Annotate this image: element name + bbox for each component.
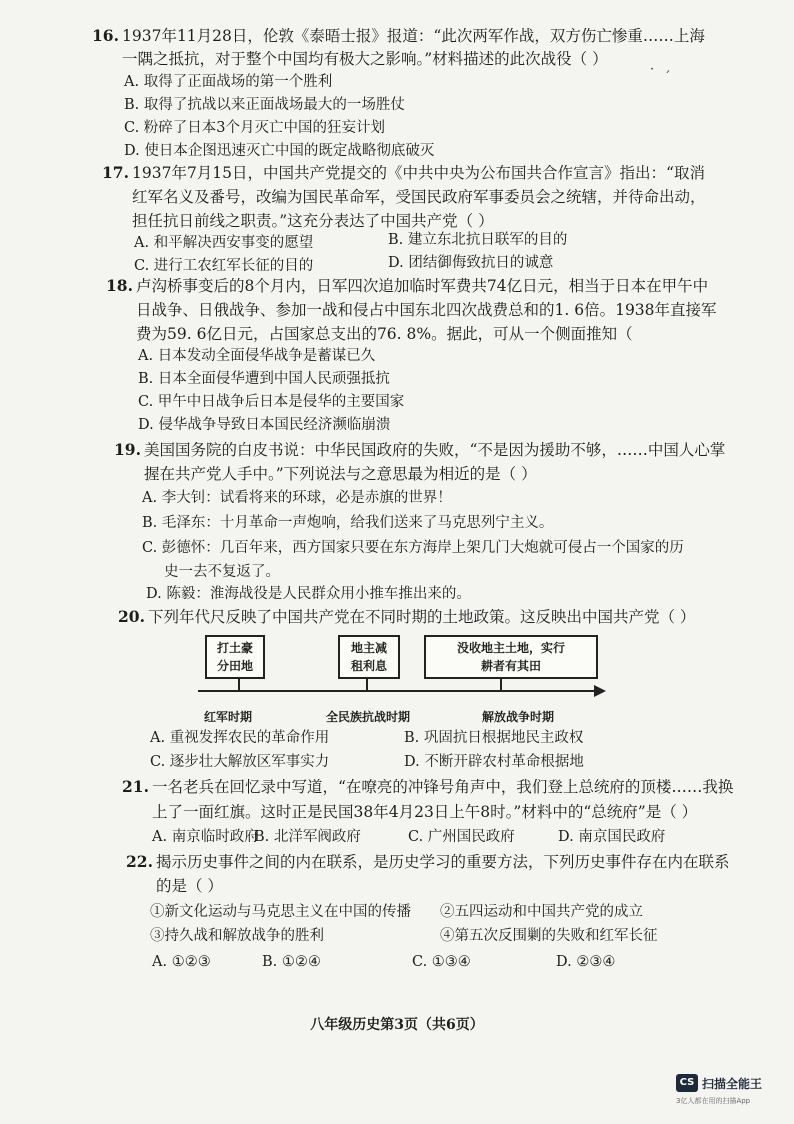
option-d: D. 使日本企图迅速灭亡中国的既定战略彻底破灭 (124, 143, 435, 159)
land-policy-timeline (180, 632, 620, 732)
question-number: 16. (92, 26, 119, 45)
option-a: A. 取得了正面战场的第一个胜利 (124, 74, 333, 90)
option-b: B. 北洋军阀政府 (254, 829, 361, 845)
question-stem: 美国国务院的白皮书说：中华民国政府的失败，“不是因为援助不够，……中国人心掌 (144, 441, 726, 459)
question-number: 20. (118, 607, 145, 626)
timeline-box-liberation-war: 没收地主土地，实行 耕者有其田 (424, 635, 598, 679)
option-b: B. 日本全面侵华遭到中国人民顽强抵抗 (138, 371, 390, 387)
scan-mark: ˊ (664, 70, 671, 85)
camscanner-logo-icon: CS (676, 1074, 698, 1092)
event-item-2: ②五四运动和中国共产党的成立 (440, 904, 643, 920)
option-c: C. 逐步壮大解放区军事实力 (150, 754, 330, 770)
question-stem: 红军名义及番号，改编为国民革命军，受国民政府军事委员会之统辖，并待命出动， (132, 188, 706, 206)
question-stem: 一名老兵在回忆录中写道，“在嘹亮的冲锋号角声中，我们登上总统府的顶楼……我换 (152, 778, 734, 796)
question-stem: 上了一面红旗。这时正是民国38年4月23日上午8时。”材料中的“总统府”是（ ） (152, 803, 698, 821)
option-c: C. 粉碎了日本3个月灭亡中国的狂妄计划 (124, 120, 386, 136)
option-d: D. 团结御侮致抗日的诚意 (388, 255, 554, 271)
question-stem: 一隅之抵抗，对于整个中国均有极大之影响。”材料描述的此次战役（ ） (122, 50, 608, 68)
camscanner-name: 扫描全能王 (702, 1077, 763, 1091)
option-d: D. 陈毅：淮海战役是人民群众用小推车推出来的。 (146, 586, 471, 602)
timeline-tick (238, 678, 240, 690)
option-d: D. 南京国民政府 (558, 829, 666, 845)
option-c-continued: 史一去不复返了。 (164, 564, 280, 580)
event-item-4: ④第五次反围剿的失败和红军长征 (440, 928, 658, 944)
option-a: A. 和平解决西安事变的愿望 (134, 235, 314, 251)
option-a: A. 李大钊：试看将来的环球，必是赤旗的世界！ (142, 490, 452, 506)
option-d: D. 侵华战争导致日本国民经济濒临崩溃 (138, 417, 391, 433)
question-number: 18. (106, 276, 133, 295)
question-stem: 握在共产党人手中。”下列说法与之意思最为相近的是（ ） (144, 465, 537, 483)
question-stem: 的是（ ） (156, 877, 223, 895)
option-c: C. ①③④ (412, 954, 471, 970)
question-stem: 费为59. 6亿日元，占国家总支出的76. 8%。据此，可从一个侧面推知（ (136, 325, 633, 343)
option-c: C. 彭德怀：几百年来，西方国家只要在东方海岸上架几门大炮就可侵占一个国家的历 (142, 540, 684, 556)
option-d: D. 不断开辟农村革命根据地 (404, 754, 584, 770)
question-stem: 担任抗日前线之职责。”这充分表达了中国共产党（ ） (132, 212, 494, 230)
timeline-period-label: 全民族抗战时期 (326, 710, 411, 724)
timeline-axis (198, 690, 598, 692)
option-b: B. 毛泽东：十月革命一声炮响，给我们送来了马克思列宁主义。 (142, 515, 554, 531)
option-c: C. 甲午中日战争后日本是侵华的主要国家 (138, 394, 405, 410)
option-a: A. 日本发动全面侵华战争是蓄谋已久 (138, 348, 376, 364)
event-item-1: ①新文化运动与马克思主义在中国的传播 (150, 904, 411, 920)
timeline-box-red-army: 打土豪 分田地 (205, 635, 265, 679)
option-d: D. ②③④ (556, 954, 616, 970)
option-b: B. ①②④ (262, 954, 321, 970)
question-number: 22. (126, 852, 153, 871)
question-stem: 卢沟桥事变后的8个月内，日军四次追加临时军费共74亿日元，相当于日本在甲午中 (136, 277, 709, 295)
timeline-period-label: 红军时期 (204, 710, 253, 724)
timeline-arrow-icon (594, 685, 606, 697)
question-number: 19. (114, 440, 141, 459)
option-b: B. 取得了抗战以来正面战场最大的一场胜仗 (124, 97, 405, 113)
timeline-tick (500, 678, 502, 690)
scan-mark: · (650, 62, 655, 77)
option-a: A. ①②③ (152, 954, 211, 970)
option-c: C. 进行工农红军长征的目的 (134, 258, 314, 274)
event-item-3: ③持久战和解放战争的胜利 (150, 928, 324, 944)
option-a: A. 重视发挥农民的革命作用 (150, 730, 330, 746)
timeline-period-label: 解放战争时期 (482, 710, 555, 724)
option-c: C. 广州国民政府 (408, 829, 515, 845)
option-b: B. 巩固抗日根据地民主政权 (404, 730, 584, 746)
timeline-box-anti-japanese: 地主减 租利息 (338, 635, 400, 679)
timeline-tick (366, 678, 368, 690)
page-footer: 八年级历史第3页（共6页） (310, 1017, 484, 1033)
question-stem: 1937年7月15日，中国共产党提交的《中共中央为公布国共合作宣言》指出：“取消 (132, 164, 705, 182)
question-stem: 下列年代尺反映了中国共产党在不同时期的土地政策。这反映出中国共产党（ ） (148, 608, 696, 626)
option-a: A. 南京临时政府 (152, 829, 259, 845)
question-number: 17. (102, 163, 129, 182)
camscanner-tagline: 3亿人都在用的扫描App (676, 1097, 751, 1105)
question-stem: 日战争、日俄战争、参加一战和侵占中国东北四次战费总和的1. 6倍。1938年直接军 (136, 301, 717, 319)
question-number: 21. (122, 777, 149, 796)
question-stem: 揭示历史事件之间的内在联系，是历史学习的重要方法，下列历史事件存在内在联系 (156, 853, 730, 871)
question-stem: 1937年11月28日，伦敦《泰晤士报》报道：“此次两军作战，双方伤亡惨重……上海 (122, 27, 705, 45)
option-b: B. 建立东北抗日联军的目的 (388, 232, 568, 248)
